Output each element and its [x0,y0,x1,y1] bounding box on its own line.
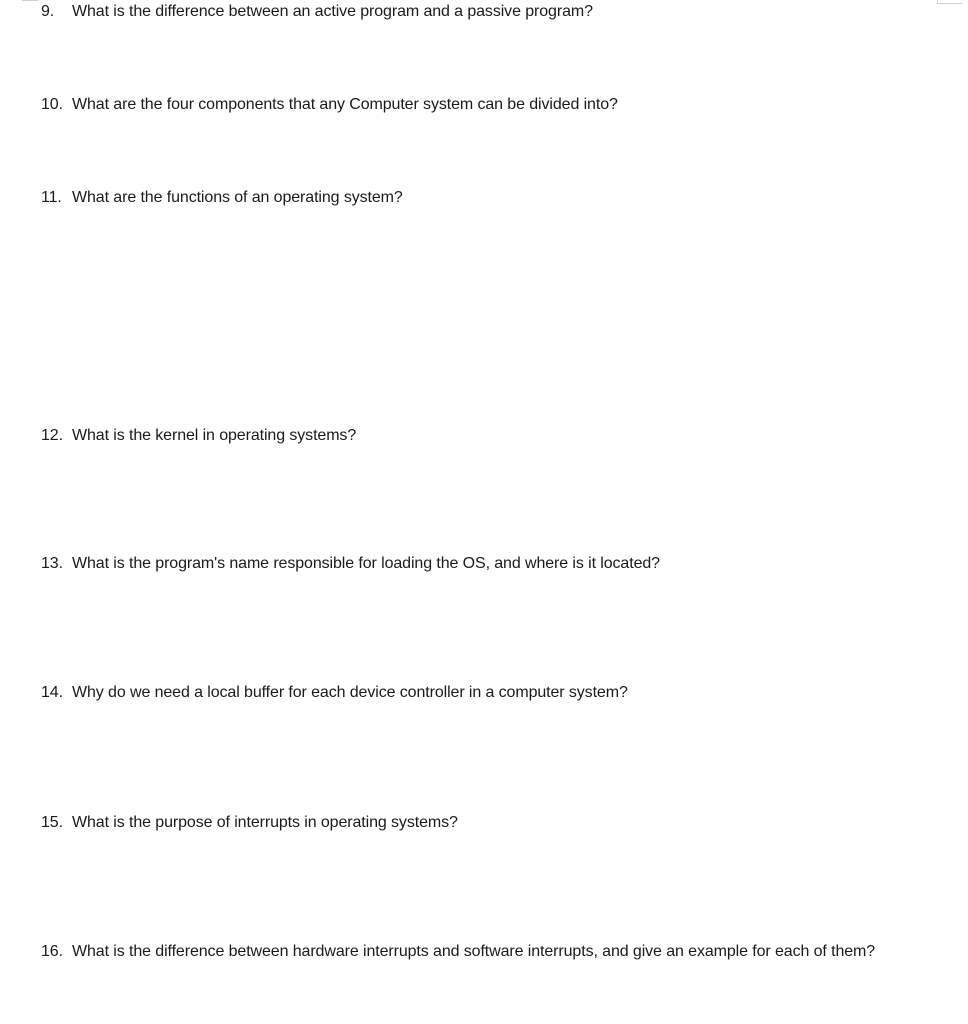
question-number: 14. [41,684,63,701]
question-item [41,683,628,703]
question-number: 16. [41,943,63,960]
question-text: What are the functions of an operating system? [72,189,403,206]
question-number: 13. [41,555,63,572]
question-number: 12. [41,427,63,444]
question-item [41,95,618,115]
page-corner-mark [937,0,962,4]
question-text: What is the difference between an active program and a passive program? [72,3,593,20]
question-text: What are the four components that any Computer system can be divided into? [72,96,618,113]
question-item [41,2,593,22]
question-text: What is the program's name responsible for loading the OS, and where is it located? [72,555,660,572]
question-number: 11. [41,189,62,206]
question-item [41,813,458,833]
question-text: What is the difference between hardware interrupts and software interrupts, and give an example for each of them? [72,943,876,960]
question-text: Why do we need a local buffer for each device controller in a computer system? [72,684,628,701]
question-number: 15. [41,814,63,831]
question-item [41,426,356,446]
question-number: 9. [41,3,55,20]
question-text: What is the purpose of interrupts in operating systems? [72,814,458,831]
question-item [41,942,875,962]
question-text: What is the kernel in operating systems? [72,427,357,444]
question-number: 10. [41,96,63,113]
question-item [41,554,660,574]
question-item [41,188,403,208]
page-corner-mark [22,0,38,3]
